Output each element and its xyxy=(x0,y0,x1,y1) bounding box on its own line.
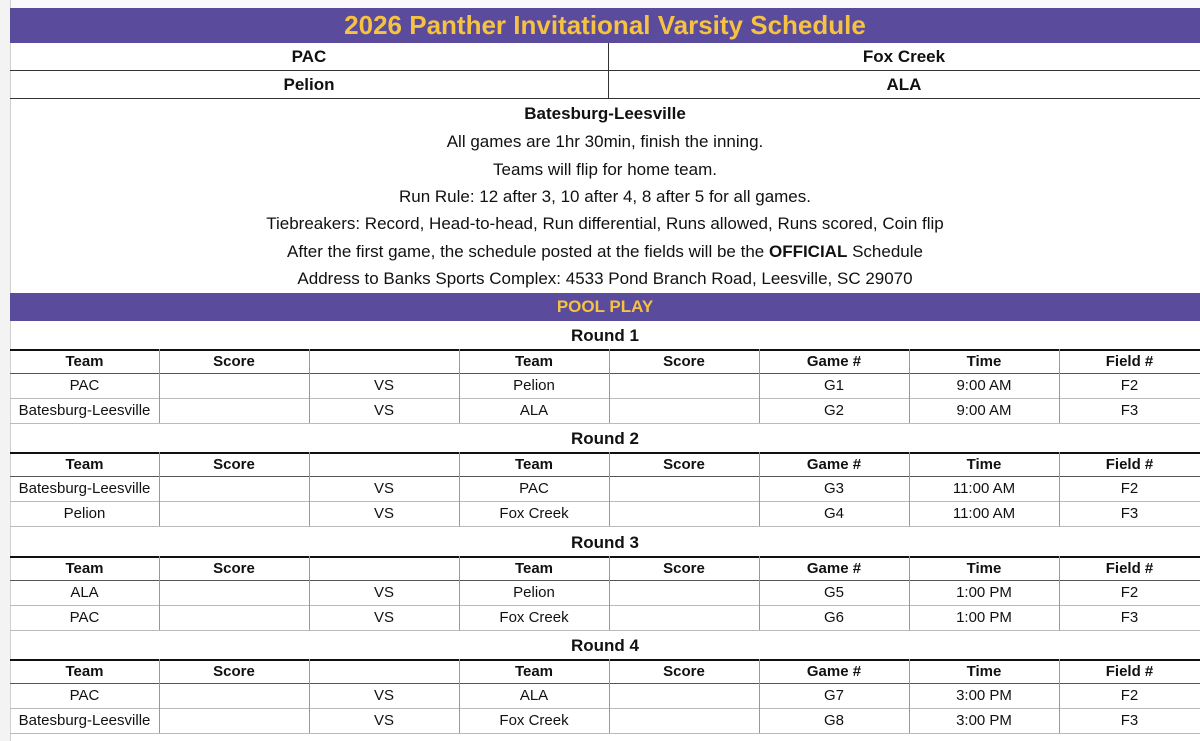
score2-cell[interactable] xyxy=(609,708,759,733)
field-header: Field # xyxy=(1105,455,1154,473)
round-label[interactable]: Round 4 xyxy=(571,635,639,655)
blank-header xyxy=(309,452,459,476)
score2-cell[interactable] xyxy=(609,476,759,501)
time-header: Time xyxy=(966,559,1002,577)
column-divider xyxy=(1059,452,1060,526)
column-divider xyxy=(159,556,160,630)
game-header: Game # xyxy=(806,662,862,680)
column-divider xyxy=(609,349,610,423)
team1-cell[interactable]: Batesburg-Leesville xyxy=(18,402,151,419)
game-number-cell[interactable]: G6 xyxy=(823,609,844,626)
score-header: Score xyxy=(663,352,705,370)
score1-cell[interactable] xyxy=(159,708,309,733)
game-number-cell[interactable]: G7 xyxy=(823,687,844,704)
score2-cell[interactable] xyxy=(609,580,759,605)
column-divider xyxy=(459,452,460,526)
score2-cell[interactable] xyxy=(609,605,759,630)
field-cell[interactable]: F3 xyxy=(1120,402,1139,419)
score-header: Score xyxy=(663,662,705,680)
game-number-cell[interactable]: G1 xyxy=(823,377,844,394)
row-divider xyxy=(10,423,1200,424)
vs-cell[interactable]: VS xyxy=(373,402,394,419)
game-header: Game # xyxy=(806,559,862,577)
pool-right-1[interactable]: Fox Creek xyxy=(862,46,946,66)
time-cell[interactable]: 1:00 PM xyxy=(956,609,1012,626)
pool-left-1[interactable]: PAC xyxy=(10,43,609,70)
team-header: Team xyxy=(514,559,554,577)
team-header: Team xyxy=(65,455,104,473)
team-header: Team xyxy=(65,559,104,577)
team-header: Team xyxy=(514,662,554,680)
score2-cell[interactable] xyxy=(609,398,759,423)
time-header: Time xyxy=(966,455,1002,473)
blank-header xyxy=(309,659,459,683)
vs-cell[interactable]: VS xyxy=(373,584,394,601)
team2-cell[interactable]: Pelion xyxy=(513,377,555,394)
vs-cell[interactable]: VS xyxy=(373,505,394,522)
column-divider xyxy=(909,349,910,423)
team-header: Team xyxy=(65,662,104,680)
time-cell[interactable]: 9:00 AM xyxy=(956,402,1012,419)
score1-cell[interactable] xyxy=(159,580,309,605)
blank-header xyxy=(309,349,459,373)
official-text-bold: OFFICIAL xyxy=(768,242,848,261)
blank-header xyxy=(309,556,459,580)
field-cell[interactable]: F2 xyxy=(1120,480,1139,497)
team1-cell[interactable]: PAC xyxy=(69,377,100,394)
round-label[interactable]: Round 1 xyxy=(571,325,639,345)
pool-row-1 xyxy=(10,43,1200,71)
column-divider xyxy=(459,349,460,423)
column-divider xyxy=(759,556,760,630)
game-header: Game # xyxy=(806,352,862,370)
vs-cell[interactable]: VS xyxy=(373,712,394,729)
field-header: Field # xyxy=(1105,662,1154,680)
score-header: Score xyxy=(663,455,705,473)
score2-cell[interactable] xyxy=(609,501,759,526)
team1-cell[interactable]: Pelion xyxy=(63,505,106,522)
column-divider xyxy=(609,659,610,733)
field-header: Field # xyxy=(1105,352,1154,370)
column-divider xyxy=(759,659,760,733)
field-header: Field # xyxy=(1105,559,1154,577)
game-number-cell[interactable]: G2 xyxy=(823,402,844,419)
column-divider xyxy=(309,659,310,733)
column-divider xyxy=(609,556,610,630)
vs-cell[interactable]: VS xyxy=(373,480,394,497)
column-divider xyxy=(609,452,610,526)
time-cell[interactable]: 11:00 AM xyxy=(952,505,1016,522)
column-divider xyxy=(1059,659,1060,733)
info-line-tiebreakers[interactable]: Tiebreakers: Record, Head-to-head, Run differential, Runs allowed, Runs scored, Coin flip xyxy=(266,214,944,233)
field-cell[interactable]: F2 xyxy=(1120,377,1139,394)
official-text-before: After the first game, the schedule posted at the fields will be the xyxy=(287,242,765,261)
field-cell[interactable]: F2 xyxy=(1120,584,1139,601)
column-divider xyxy=(309,452,310,526)
column-divider xyxy=(909,659,910,733)
time-cell[interactable]: 9:00 AM xyxy=(956,377,1012,394)
team1-cell[interactable]: Batesburg-Leesville xyxy=(18,480,151,497)
vs-cell[interactable]: VS xyxy=(373,687,394,704)
column-divider xyxy=(909,452,910,526)
column-divider xyxy=(159,659,160,733)
team2-cell[interactable]: PAC xyxy=(519,480,549,497)
game-header: Game # xyxy=(806,455,862,473)
info-line-host[interactable]: Batesburg-Leesville xyxy=(524,104,686,123)
time-cell[interactable]: 1:00 PM xyxy=(956,584,1012,601)
column-divider xyxy=(759,349,760,423)
info-line-home-team[interactable]: Teams will flip for home team. xyxy=(493,160,717,179)
schedule-title: 2026 Panther Invitational Varsity Schedule xyxy=(344,10,866,40)
round-label[interactable]: Round 3 xyxy=(571,532,639,552)
pool-left-2[interactable]: Pelion xyxy=(10,71,609,98)
score-header: Score xyxy=(213,352,255,370)
team1-cell[interactable]: PAC xyxy=(69,609,100,626)
score1-cell[interactable] xyxy=(159,501,309,526)
round-label[interactable]: Round 2 xyxy=(571,428,639,448)
column-divider xyxy=(309,349,310,423)
team-header: Team xyxy=(514,352,554,370)
pool-play-banner xyxy=(10,293,1200,321)
score1-cell[interactable] xyxy=(159,476,309,501)
team1-cell[interactable]: PAC xyxy=(69,687,100,704)
score2-cell[interactable] xyxy=(609,373,759,398)
team2-cell[interactable]: ALA xyxy=(519,402,549,419)
team2-cell[interactable]: Pelion xyxy=(513,584,555,601)
score2-cell[interactable] xyxy=(609,683,759,708)
score1-cell[interactable] xyxy=(159,605,309,630)
game-number-cell[interactable]: G3 xyxy=(823,480,844,497)
team1-cell[interactable]: ALA xyxy=(70,584,99,601)
team-header: Team xyxy=(65,352,104,370)
official-text-after: Schedule xyxy=(852,242,923,261)
info-line-duration[interactable]: All games are 1hr 30min, finish the inning. xyxy=(446,132,764,151)
column-divider xyxy=(459,659,460,733)
score1-cell[interactable] xyxy=(159,683,309,708)
team2-cell[interactable]: Fox Creek xyxy=(499,712,569,729)
pool-right-2[interactable]: ALA xyxy=(886,74,922,94)
row-divider xyxy=(10,526,1200,527)
time-header: Time xyxy=(966,352,1002,370)
game-number-cell[interactable]: G4 xyxy=(823,505,844,522)
title-banner xyxy=(10,8,1200,43)
team2-cell[interactable]: Fox Creek xyxy=(499,505,569,522)
score-header: Score xyxy=(663,559,705,577)
team1-cell[interactable]: Batesburg-Leesville xyxy=(18,712,151,729)
row-divider xyxy=(10,733,1200,734)
vs-cell[interactable]: VS xyxy=(373,609,394,626)
score-header: Score xyxy=(213,662,255,680)
column-divider xyxy=(909,556,910,630)
team2-cell[interactable]: ALA xyxy=(519,687,549,704)
score-header: Score xyxy=(213,455,255,473)
game-number-cell[interactable]: G8 xyxy=(823,712,844,729)
vs-cell[interactable]: VS xyxy=(373,377,394,394)
field-cell[interactable]: F3 xyxy=(1120,609,1139,626)
field-cell[interactable]: F3 xyxy=(1120,712,1139,729)
column-divider xyxy=(759,452,760,526)
column-divider xyxy=(1059,349,1060,423)
pool-row-2 xyxy=(10,71,1200,99)
column-divider xyxy=(309,556,310,630)
score-header: Score xyxy=(213,559,255,577)
column-divider xyxy=(1059,556,1060,630)
time-cell[interactable]: 3:00 PM xyxy=(956,712,1012,729)
time-cell[interactable]: 11:00 AM xyxy=(952,480,1016,497)
pool-play-label: POOL PLAY xyxy=(556,297,654,316)
column-divider xyxy=(459,556,460,630)
team2-cell[interactable]: Fox Creek xyxy=(499,609,569,626)
time-cell[interactable]: 3:00 PM xyxy=(956,687,1012,704)
column-divider xyxy=(159,349,160,423)
column-divider xyxy=(159,452,160,526)
time-header: Time xyxy=(966,662,1002,680)
info-line-run-rule[interactable]: Run Rule: 12 after 3, 10 after 4, 8 after 5 for all games. xyxy=(398,187,811,206)
row-divider xyxy=(10,630,1200,631)
field-cell[interactable]: F2 xyxy=(1120,687,1139,704)
info-line-address[interactable]: Address to Banks Sports Complex: 4533 Pond Branch Road, Leesville, SC 29070 xyxy=(297,269,913,288)
score1-cell[interactable] xyxy=(159,398,309,423)
info-line-official[interactable] xyxy=(10,238,1200,266)
score1-cell[interactable] xyxy=(159,373,309,398)
team-header: Team xyxy=(514,455,554,473)
game-number-cell[interactable]: G5 xyxy=(823,584,844,601)
field-cell[interactable]: F3 xyxy=(1120,505,1139,522)
